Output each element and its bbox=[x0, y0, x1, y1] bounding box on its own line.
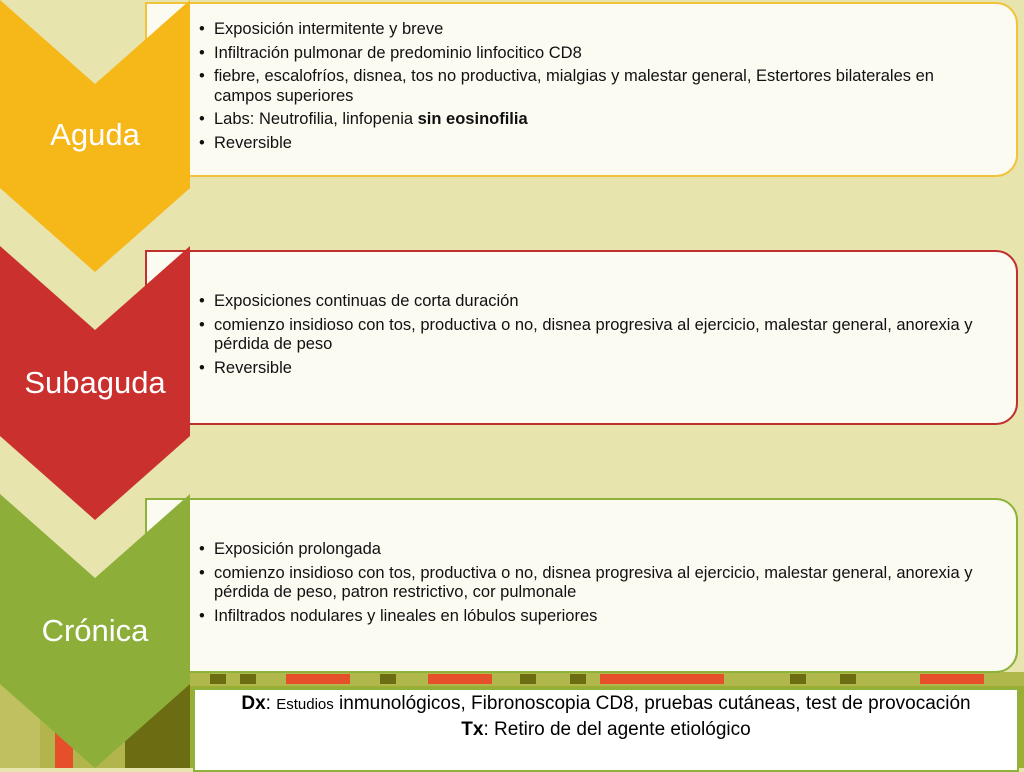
labs-text: Labs: Neutrofilia, linfopenia bbox=[214, 110, 418, 128]
bullet: • fiebre, escalofríos, disnea, tos no productiva, mialgias y malestar general, Estertores bilaterales en campos superiores bbox=[199, 67, 996, 106]
aguda-bullets bbox=[199, 20, 1016, 153]
labs-bold: sin eosinofilia bbox=[417, 110, 528, 128]
bullet bbox=[199, 110, 996, 130]
bullet: • comienzo insidioso con tos, productiva o no, disnea progresiva al ejercicio, malestar general, anorexia y pérdida de peso, patron restrictivo, cor pulmonale bbox=[199, 564, 996, 603]
subaguda-bullets bbox=[199, 292, 1016, 378]
dx-tx-box bbox=[193, 688, 1019, 772]
tx-line: Tx: Retiro de del agente etiológico bbox=[461, 719, 751, 740]
subaguda-card bbox=[145, 250, 1018, 425]
cronica-label: Crónica bbox=[41, 613, 149, 648]
subaguda-label: Subaguda bbox=[24, 365, 166, 400]
bullet: • Exposición intermitente y breve bbox=[199, 20, 996, 40]
bullet: • Reversible bbox=[199, 134, 996, 154]
bottom-pattern bbox=[190, 672, 1024, 686]
bullet: • comienzo insidioso con tos, productiva o no, disnea progresiva al ejercicio, malestar general, anorexia y pérdida de peso bbox=[199, 316, 996, 355]
aguda-label: Aguda bbox=[50, 117, 140, 152]
bullet: • Infiltrados nodulares y lineales en lóbulos superiores bbox=[199, 607, 996, 627]
aguda-card bbox=[145, 2, 1018, 177]
bullet: • Reversible bbox=[199, 359, 996, 379]
cronica-bullets bbox=[199, 540, 1016, 626]
bullet: • Exposición prolongada bbox=[199, 540, 996, 560]
bullet: • Infiltración pulmonar de predominio linfocitico CD8 bbox=[199, 44, 996, 64]
bullet: • Exposiciones continuas de corta duración bbox=[199, 292, 996, 312]
dx-line: Dx: Estudios inmunológicos, Fibronoscopia CD8, pruebas cutáneas, test de provocación bbox=[241, 693, 971, 714]
cronica-card bbox=[145, 498, 1018, 673]
